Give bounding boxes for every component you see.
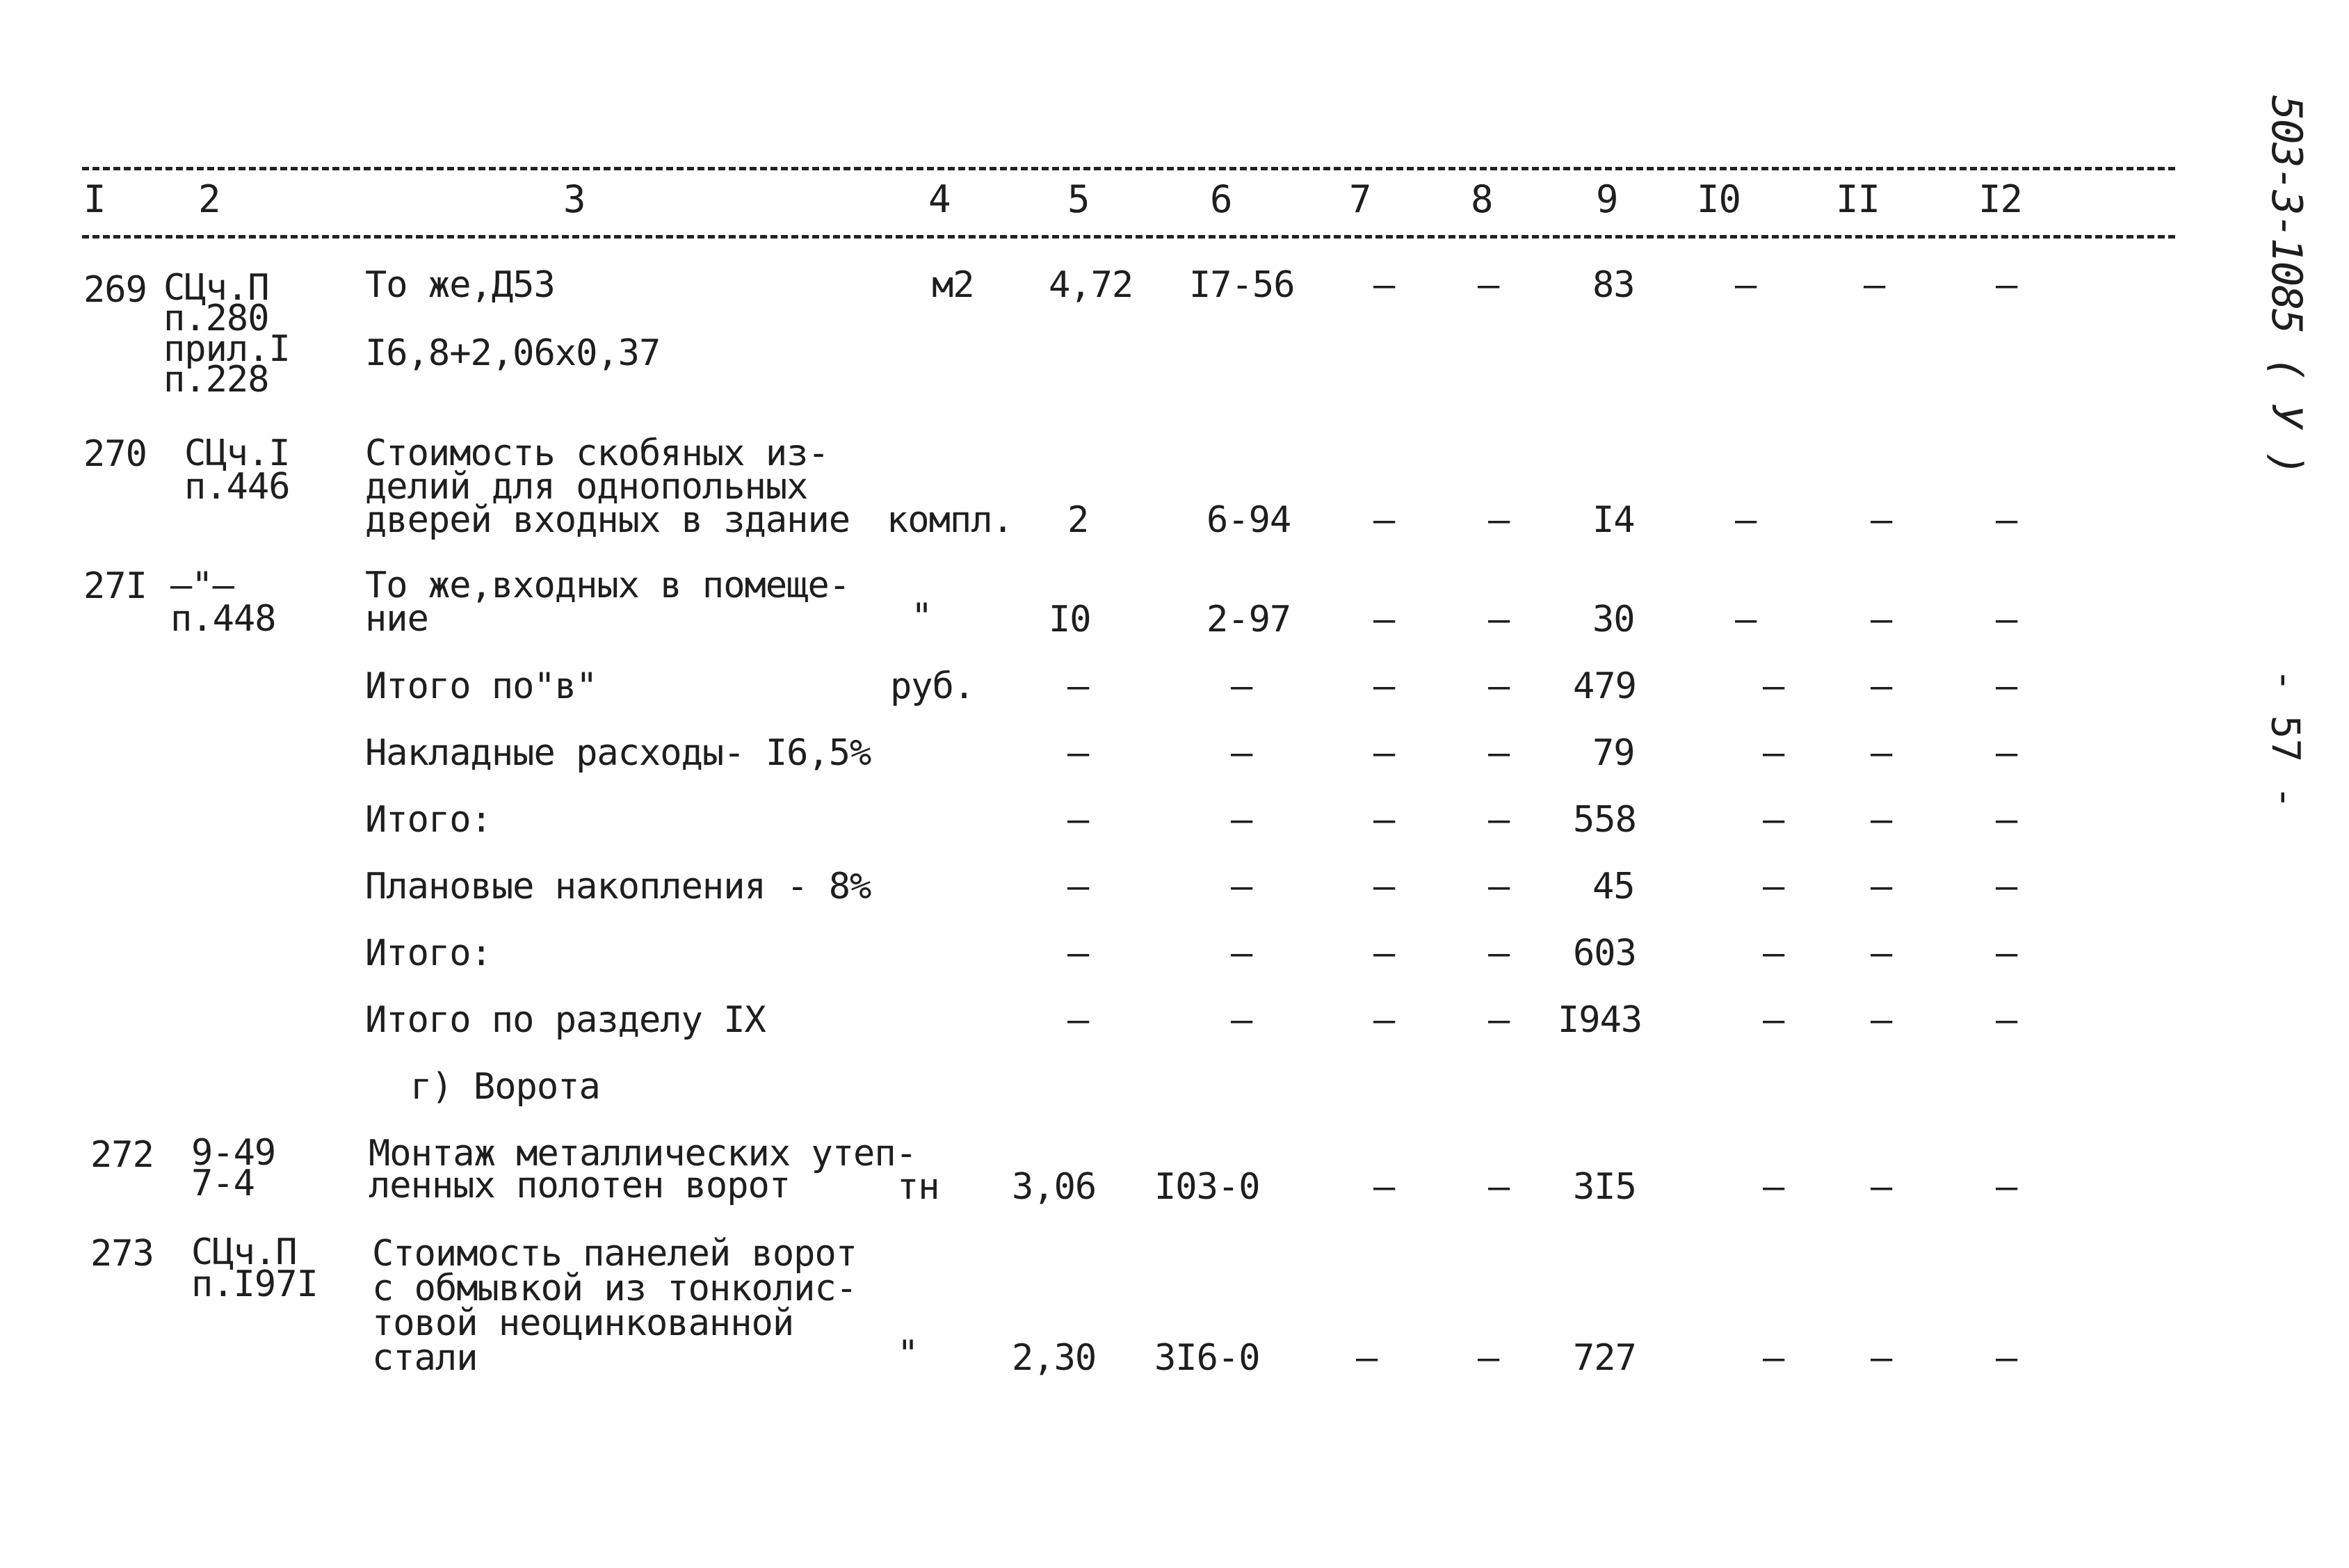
unit-price: 3I6-0 [1154, 1337, 1260, 1379]
row-number: 269 [83, 269, 147, 311]
reference-code: 9-49 7-4 [191, 1132, 276, 1204]
col10-value: – [1763, 866, 1784, 907]
item-description: Итого по разделу IX [365, 999, 766, 1041]
col11-value: – [1864, 264, 1885, 306]
col11-value: – [1871, 799, 1892, 841]
total-cost: 3I5 [1573, 1166, 1636, 1208]
item-description: Накладные расходы- I6,5% [365, 732, 871, 774]
unit: руб. [890, 665, 975, 707]
unit: " [897, 1333, 919, 1375]
col8-value: – [1488, 999, 1510, 1041]
col11-value: – [1871, 599, 1892, 640]
col8-value: – [1488, 665, 1510, 707]
col-header-2: 2 [198, 177, 220, 221]
col12-value: – [1996, 932, 2017, 974]
col11-value: – [1871, 1166, 1892, 1208]
col-header-11: II [1836, 177, 1880, 221]
unit-price: – [1231, 932, 1252, 974]
quantity: 2,30 [1012, 1337, 1097, 1379]
unit-price: – [1231, 665, 1252, 707]
col12-value: – [1996, 866, 2017, 907]
section-heading: г) Ворота [410, 1066, 600, 1108]
col-header-4: 4 [928, 177, 951, 221]
col8-value: – [1478, 264, 1499, 306]
total-cost: 479 [1573, 665, 1636, 707]
item-description: Стоимость панелей ворот с обмывкой из тонколис- товой неоцинкованной стали [372, 1233, 857, 1379]
unit-price: I03-0 [1154, 1166, 1260, 1208]
col7-value: – [1373, 1166, 1395, 1208]
item-description: Итого по"в" [365, 665, 597, 707]
col8-value: – [1488, 599, 1510, 640]
unit: компл. [887, 499, 1013, 541]
col12-value: – [1996, 665, 2017, 707]
total-cost: 79 [1592, 732, 1635, 774]
col8-value: – [1488, 499, 1510, 541]
col11-value: – [1871, 1337, 1892, 1379]
unit: м2 [932, 264, 974, 306]
total-cost: 45 [1592, 866, 1635, 907]
col10-value: – [1763, 665, 1784, 707]
reference-code: –"– п.448 [170, 565, 276, 640]
col7-value: – [1373, 499, 1395, 541]
row-number: 273 [90, 1233, 154, 1275]
col-header-12: I2 [1978, 177, 2023, 221]
col8-value: – [1488, 799, 1510, 841]
quantity: 4,72 [1049, 264, 1133, 306]
item-description: Итого: [365, 799, 492, 841]
unit-price: – [1231, 732, 1252, 774]
col10-value: – [1735, 499, 1757, 541]
col12-value: – [1996, 799, 2017, 841]
col11-value: – [1871, 665, 1892, 707]
total-cost: I943 [1558, 999, 1642, 1041]
col8-value: – [1488, 1166, 1510, 1208]
col12-value: – [1996, 264, 2017, 306]
quantity: – [1067, 665, 1089, 707]
quantity: – [1067, 732, 1089, 774]
total-cost: 603 [1573, 932, 1636, 974]
col7-value: – [1373, 599, 1395, 640]
col7-value: – [1373, 665, 1395, 707]
quantity: – [1067, 999, 1089, 1041]
reference-code: СЦч.П п.280 прил.I п.228 [163, 267, 290, 401]
quantity: 2 [1067, 499, 1089, 541]
col12-value: – [1996, 999, 2017, 1041]
col10-value: – [1763, 999, 1784, 1041]
row-number: 272 [90, 1134, 154, 1176]
col8-value: – [1478, 1337, 1499, 1379]
item-description: Итого: [365, 932, 492, 974]
unit-price: – [1231, 799, 1252, 841]
col-header-5: 5 [1067, 177, 1090, 221]
col7-value: – [1356, 1337, 1378, 1379]
col12-value: – [1996, 1337, 2017, 1379]
col8-value: – [1488, 732, 1510, 774]
reference-code: СЦч.I п.446 [184, 433, 290, 508]
col12-value: – [1996, 1166, 2017, 1208]
col12-value: – [1996, 732, 2017, 774]
col12-value: – [1996, 599, 2017, 640]
col7-value: – [1373, 799, 1395, 841]
col10-value: – [1763, 732, 1784, 774]
quantity: – [1067, 799, 1089, 841]
quantity: 3,06 [1012, 1166, 1097, 1208]
total-cost: 83 [1592, 264, 1635, 306]
col12-value: – [1996, 499, 2017, 541]
item-description: То же,входных в помеще- ние [365, 565, 850, 640]
total-cost: 558 [1573, 799, 1636, 841]
document-code: 503-3-1085 ( У ) [2261, 95, 2311, 475]
col11-value: – [1871, 999, 1892, 1041]
header-top-rule [82, 167, 2175, 170]
unit-price: I7-56 [1189, 264, 1295, 306]
col7-value: – [1373, 732, 1395, 774]
unit: тн [897, 1166, 939, 1208]
quantity: – [1067, 932, 1089, 974]
item-description: Стоимость скобяных из- делий для однопольных дверей входных в здание [365, 433, 850, 541]
total-cost: 30 [1592, 599, 1635, 640]
col10-value: – [1735, 599, 1757, 640]
col7-value: – [1373, 264, 1395, 306]
col10-value: – [1763, 1337, 1784, 1379]
col-header-3: 3 [563, 177, 586, 221]
row-number: 27I [83, 565, 147, 607]
col7-value: – [1373, 866, 1395, 907]
col-header-1: I [83, 177, 106, 221]
quantity: – [1067, 866, 1089, 907]
col-header-9: 9 [1596, 177, 1618, 221]
unit: " [911, 596, 933, 638]
item-calculation: I6,8+2,06х0,37 [365, 332, 661, 374]
col10-value: – [1763, 799, 1784, 841]
unit-price: – [1231, 999, 1252, 1041]
col-header-10: I0 [1697, 177, 1741, 221]
unit-price: – [1231, 866, 1252, 907]
col10-value: – [1763, 932, 1784, 974]
quantity: I0 [1049, 599, 1091, 640]
unit-price: 2-97 [1206, 599, 1291, 640]
col8-value: – [1488, 932, 1510, 974]
item-description: То же,Д53 [365, 264, 555, 306]
page-number: - 57 - [2262, 668, 2308, 809]
col7-value: – [1373, 932, 1395, 974]
total-cost: I4 [1592, 499, 1635, 541]
item-description: Монтаж металлических утеп- ленных полотен ворот [369, 1133, 917, 1206]
col7-value: – [1373, 999, 1395, 1041]
col11-value: – [1871, 499, 1892, 541]
col11-value: – [1871, 932, 1892, 974]
header-bottom-rule [82, 235, 2175, 239]
col-header-8: 8 [1471, 177, 1493, 221]
col8-value: – [1488, 866, 1510, 907]
col-header-7: 7 [1349, 177, 1371, 221]
col10-value: – [1735, 264, 1757, 306]
col10-value: – [1763, 1166, 1784, 1208]
col-header-6: 6 [1210, 177, 1232, 221]
item-description: Плановые накопления - 8% [365, 866, 871, 907]
reference-code: СЦч.П п.I97I [191, 1231, 318, 1305]
unit-price: 6-94 [1206, 499, 1291, 541]
col11-value: – [1871, 732, 1892, 774]
col11-value: – [1871, 866, 1892, 907]
row-number: 270 [83, 433, 147, 475]
total-cost: 727 [1573, 1337, 1636, 1379]
